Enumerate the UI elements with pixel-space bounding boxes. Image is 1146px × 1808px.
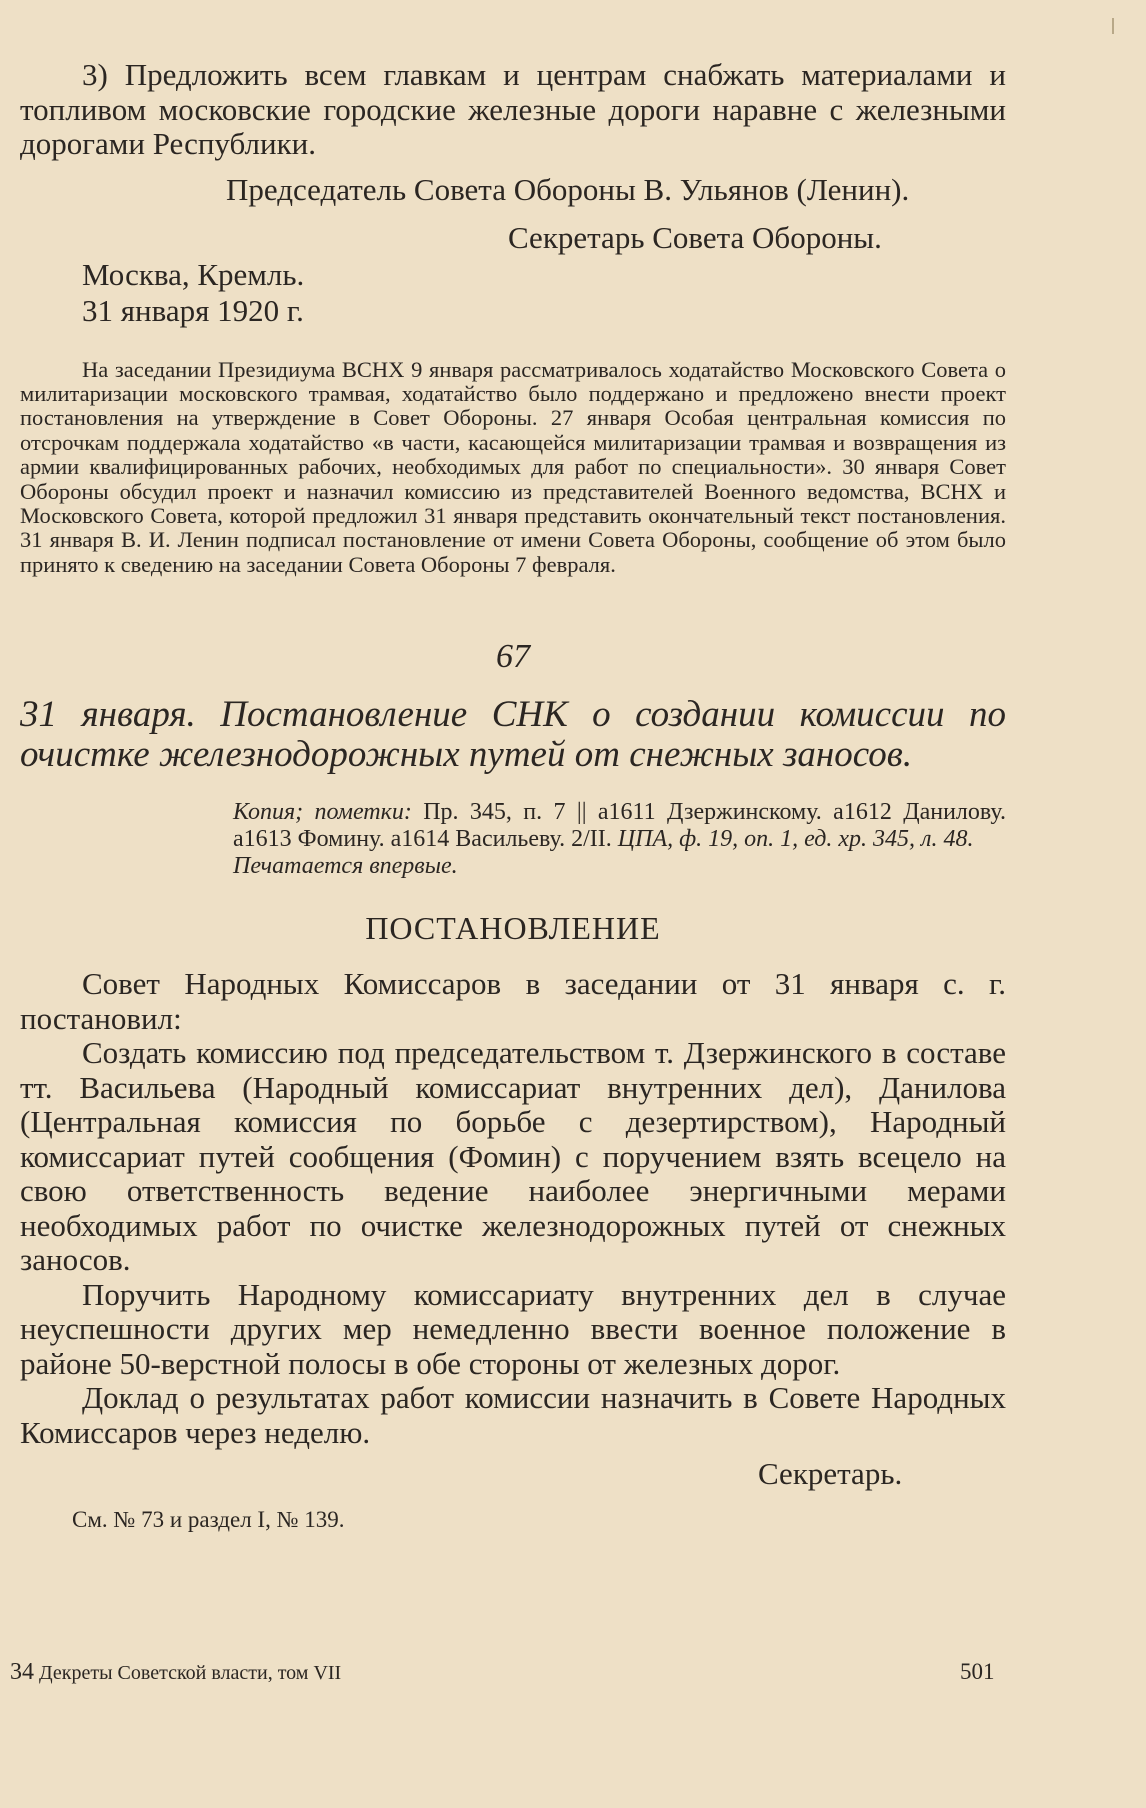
cross-reference: См. № 73 и раздел I, № 139. <box>72 1507 345 1533</box>
resolution-paragraph: Совет Народных Комиссаров в заседании от 31 января с. г. постановил: <box>20 966 1006 1036</box>
chairman-signature: Председатель Совета Обороны В. Ульянов (Ленин). <box>226 171 910 207</box>
document-title: 31 января. Постановление СНК о создании комиссии по очистке железнодорожных путей от снежных заносов. <box>20 694 1006 776</box>
resolution-heading: ПОСТАНОВЛЕНИЕ <box>365 910 661 947</box>
page-number: 501 <box>960 1659 995 1684</box>
resolution-signature: Секретарь. <box>758 1456 903 1492</box>
document-source <box>20 799 1006 880</box>
document-number: 67 <box>496 638 530 676</box>
page-mark <box>1112 18 1114 34</box>
page-footer <box>10 1658 996 1687</box>
place-line: Москва, Кремль. <box>82 256 305 292</box>
book-title: Декреты Советской власти, том VII <box>39 1662 342 1684</box>
resolution-paragraph: Создать комиссию под председательством т. Дзержинского в составе тт. Васильева (Народный комиссариат внутренних дел), Данилова (Центральная комиссия по борьбе с дезертирством), Народный комиссариат путей сообщения (Фомин) с поручением взять всецело на свою ответственность ведение наиболее энергичными мерами необходимых работ по очистке железнодорожных путей от снежных заносов. <box>20 1035 1006 1278</box>
sheet-signature: 34 <box>10 1659 34 1685</box>
editorial-note: На заседании Президиума ВСНХ 9 января рассматривалось ходатайство Московского Совета о милитаризации московского трамвая, ходатайство было поддержано и предложено внести проект постановления на утверждение в Совет Обороны. 27 января Особая центральная комиссия по отсрочкам поддержала ходатайство «в части, касающейся милитаризации трамвая и возвращения из армии квалифицированных рабочих, необходимых для работ по специальности». 30 января Совет Обороны обсудил проект и назначил комиссию из представителей Военного ведомства, ВСНХ и Московского Совета, которой предложил 31 января представить окончательный текст постановления. 31 января В. И. Ленин подписал постановление от имени Совета Обороны, сообщение об этом было принято к сведению на заседании Совета Обороны 7 февраля. <box>20 356 1006 577</box>
source-label: Копия; пометки: <box>233 799 412 826</box>
source-archive: ЦПА, ф. 19, оп. 1, ед. хр. 345, л. 48. <box>617 826 974 853</box>
source-publication: Печатается впервые. <box>233 853 458 880</box>
resolution-paragraph: Поручить Народному комиссариату внутренних дел в случае неуспешности других мер немедленно ввести военное положение в районе 50-верстной полосы в обе стороны от железных дорог. <box>20 1276 1006 1381</box>
secretary-signature: Секретарь Совета Обороны. <box>508 219 882 255</box>
document-page <box>20 58 1006 1534</box>
resolution-paragraph: Доклад о результатах работ комиссии назначить в Совете Народных Комиссаров через неделю. <box>20 1380 1006 1450</box>
source-marks: Пр. 345, п. 7 || а1611 Дзержинскому. а1612 Данилову. а1613 Фомину. а1614 Васильеву. 2/II. <box>233 799 1006 853</box>
continuation-item-3: 3) Предложить всем главкам и центрам снабжать материалами и топливом московские городские железные дороги наравне с железными дорогами Республики. <box>20 57 1006 161</box>
date-line: 31 января 1920 г. <box>82 292 304 328</box>
